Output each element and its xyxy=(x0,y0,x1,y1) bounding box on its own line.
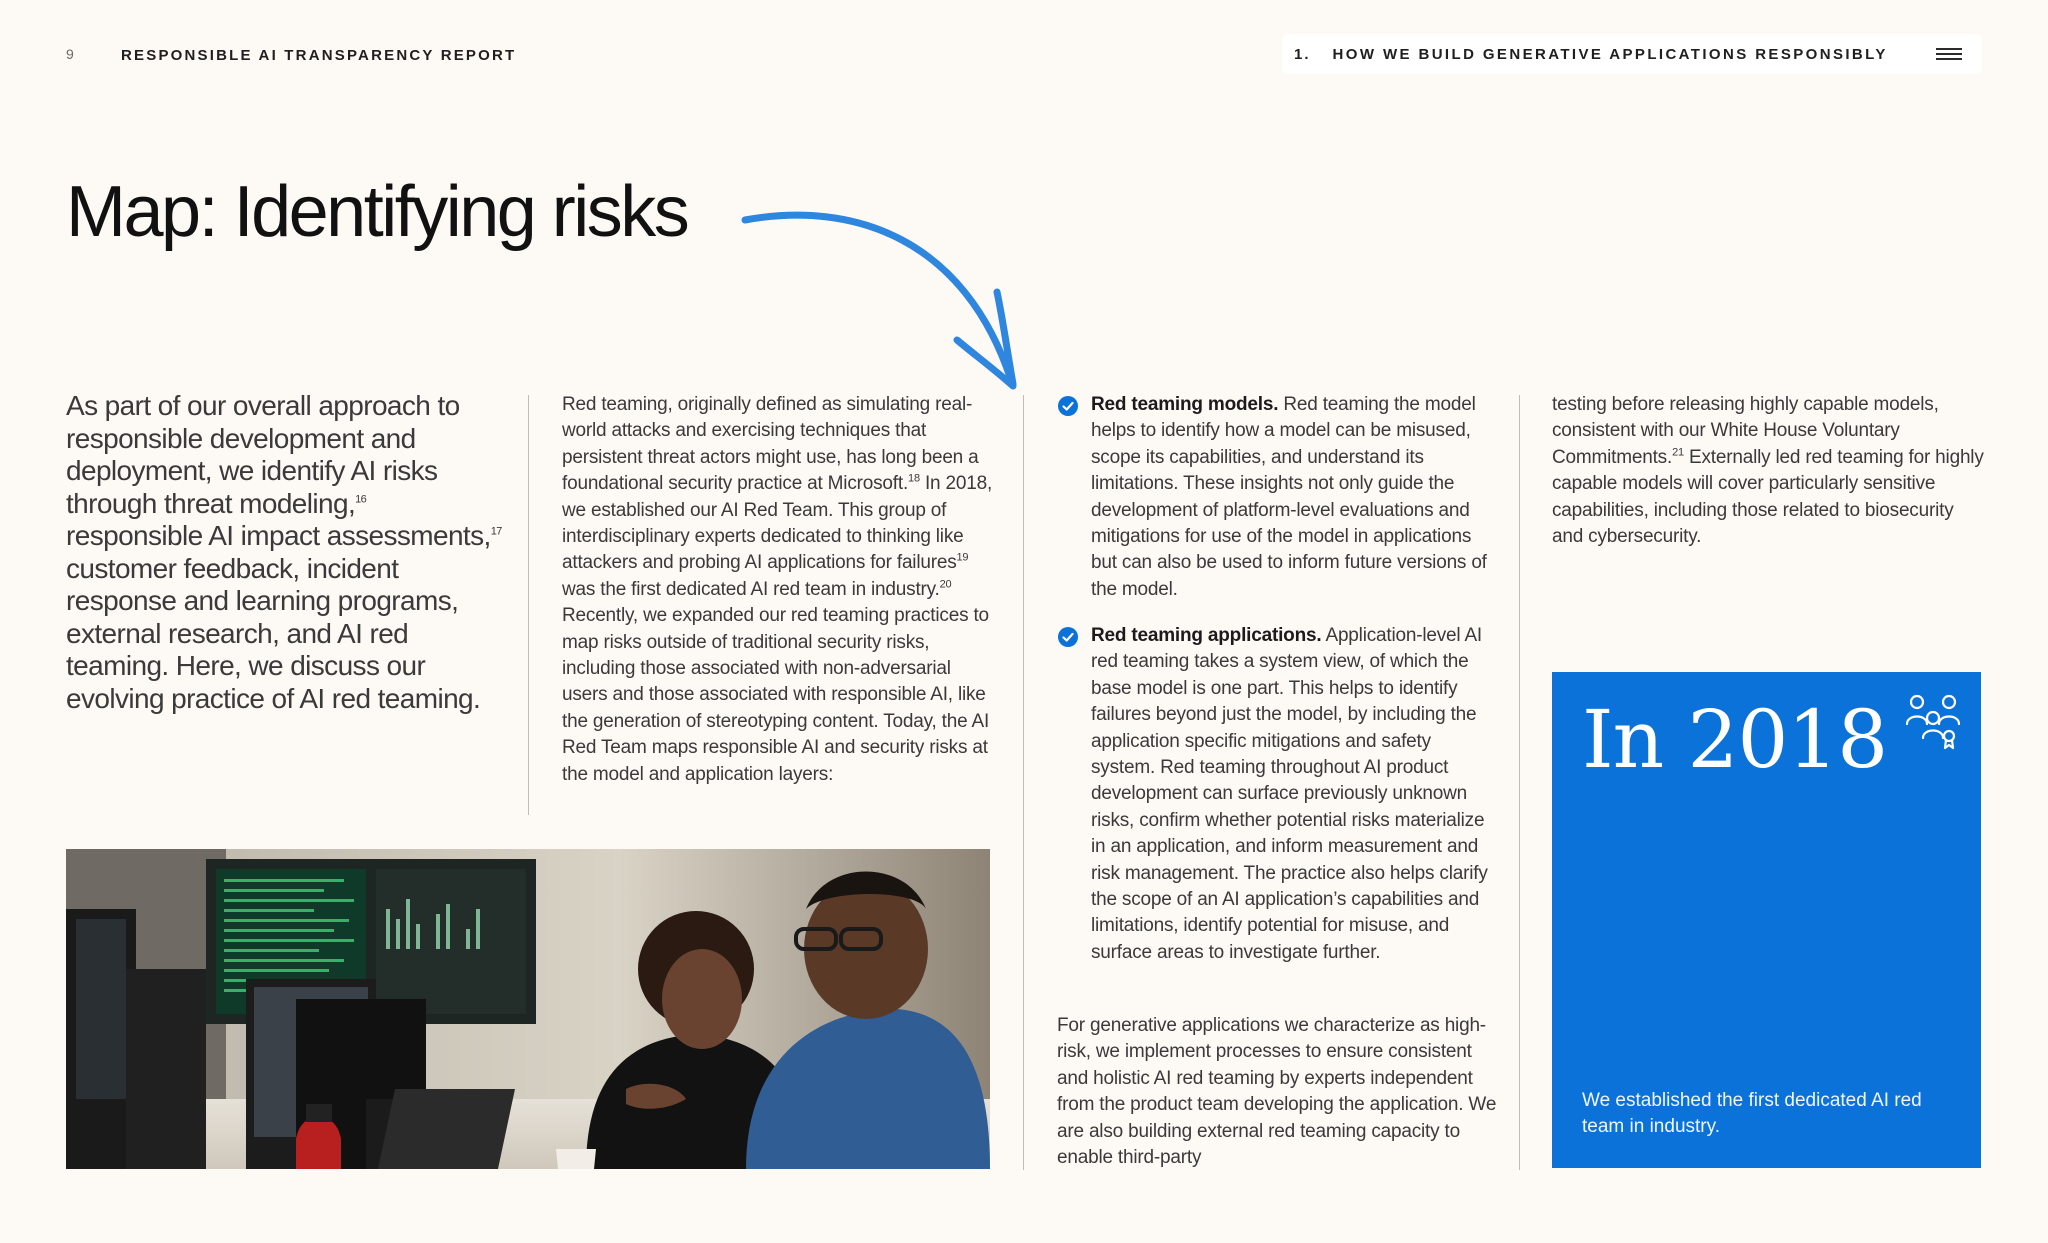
bullet-text: Application-level AI red teaming takes a system view, of which the base model is one part. This helps to identify failures beyond just the model, by including the application specific mitigations and safety system. Red teaming throughout AI product development can surface previously unknown risks, confirm whether potential risks materialize in an application, and inform measurement and risk management. The practice also helps clarify the scope of an AI application’s capabilities and limitations, identify potential for misuse, and surface areas to investigate further. xyxy=(1091,625,1488,963)
footnote-ref[interactable]: 16 xyxy=(355,493,367,506)
section-number: 1. xyxy=(1294,45,1311,63)
card-caption: We established the first dedicated AI red team in industry. xyxy=(1582,1090,1922,1138)
column-divider xyxy=(1023,395,1024,1170)
external-testing-paragraph: testing before releasing highly capable models, consistent with our White House Voluntary Commitments.$^{21}$ Externally led red teaming for highly capable models will cover particularly sensitive capabilities, including those related to biosecurity and cybersecurity. xyxy=(1552,394,1984,548)
hamburger-menu-icon[interactable] xyxy=(1936,47,1962,61)
red-teaming-paragraph: Red teaming, originally defined as simulating real-world attacks and exercising techniques that persistent threat actors might use, has long been a foundational security practice at Microsoft.$^{18}$ In 2018, we established our AI Red Team. This group of interdisciplinary experts dedicated to thinking like attackers and probing AI applications for failures$^{19}$ was the first dedicated AI red team in industry.$^{20}$ Recently, we expanded our red teaming practices to map risks outside of traditional security risks, including those associated with non-adversarial users and those associated with responsible AI, like the generation of stereotyping content. Today, the AI Red Team maps responsible AI and security risks at the model and application layers: xyxy=(562,394,993,785)
footnote-ref[interactable]: 20 xyxy=(939,578,952,591)
people-team-icon xyxy=(1905,692,1961,750)
card-headline: In 2018 xyxy=(1582,693,1888,786)
highlight-card xyxy=(1552,672,1981,1168)
bullet-red-teaming-applications xyxy=(1057,623,1497,966)
footnote-ref[interactable]: 17 xyxy=(490,525,502,538)
check-circle-icon xyxy=(1057,395,1079,417)
section-nav[interactable] xyxy=(1282,34,1982,74)
column-divider xyxy=(1519,395,1520,1170)
column-divider xyxy=(528,395,529,815)
check-circle-icon xyxy=(1057,626,1079,648)
section-title[interactable]: HOW WE BUILD GENERATIVE APPLICATIONS RESPONSIBLY xyxy=(1332,45,1888,63)
footnote-ref[interactable]: 18 xyxy=(908,472,920,485)
page-number: 9 xyxy=(66,46,74,62)
footnote-ref[interactable]: 21 xyxy=(1672,446,1684,459)
high-risk-paragraph: For generative applications we characterize as high-risk, we implement processes to ensure consistent and holistic AI red teaming by experts independent from the product team developing the application. We are also building external red teaming capacity to enable third-party xyxy=(1057,1015,1497,1169)
arrow-icon xyxy=(735,200,1035,400)
page-title: Map: Identifying risks xyxy=(66,172,688,252)
footnote-ref[interactable]: 19 xyxy=(956,552,969,565)
office-team-photo xyxy=(66,849,990,1169)
bullet-red-teaming-models xyxy=(1057,392,1497,603)
bullet-heading: Red teaming applications. xyxy=(1091,625,1322,646)
report-title: RESPONSIBLE AI TRANSPARENCY REPORT xyxy=(121,47,517,64)
bullet-text: Red teaming the model helps to identify how a model can be misused, scope its capabilities, and understand its limitations. These insights not only guide the development of platform-level evaluations and mitigations for use of the model in applications but can also be used to inform future versions of the model. xyxy=(1091,394,1487,600)
intro-paragraph: As part of our overall approach to responsible development and deployment, we identify AI risks through threat modeling,$^{16}$ responsible AI impact assessments,$^{17}$ customer feedback, incident response and learning programs, external research, and AI red teaming. Here, we discuss our evolving practice of AI red teaming. xyxy=(66,390,502,714)
bullet-heading: Red teaming models. xyxy=(1091,394,1279,415)
